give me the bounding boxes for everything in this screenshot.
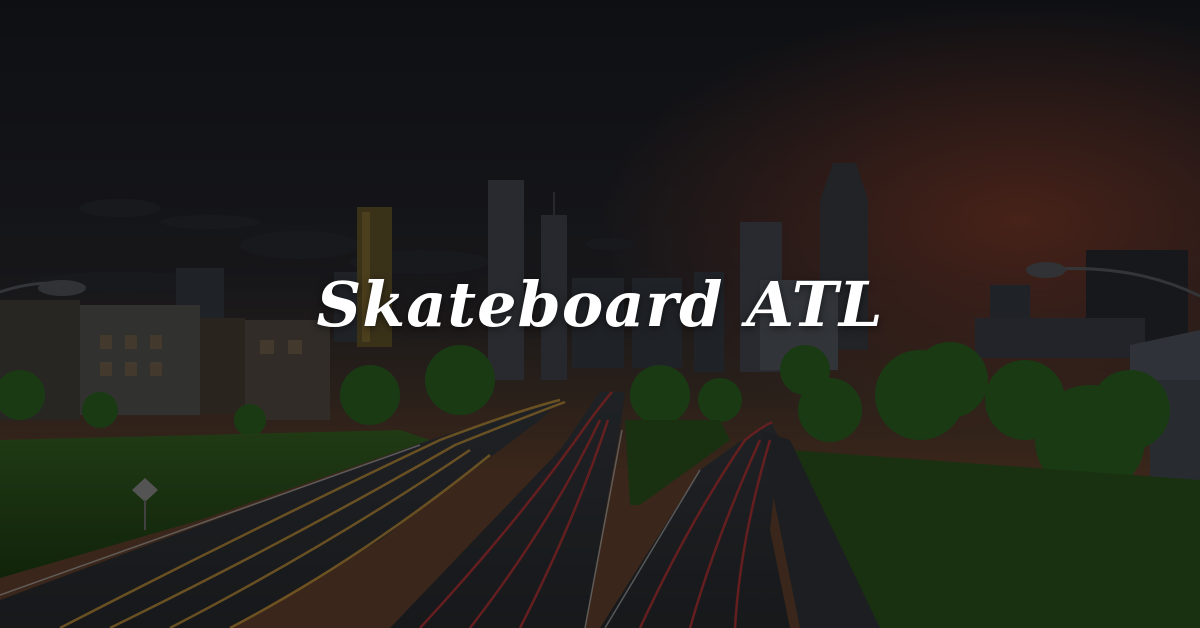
page-title: Skateboard ATL [316,268,884,341]
